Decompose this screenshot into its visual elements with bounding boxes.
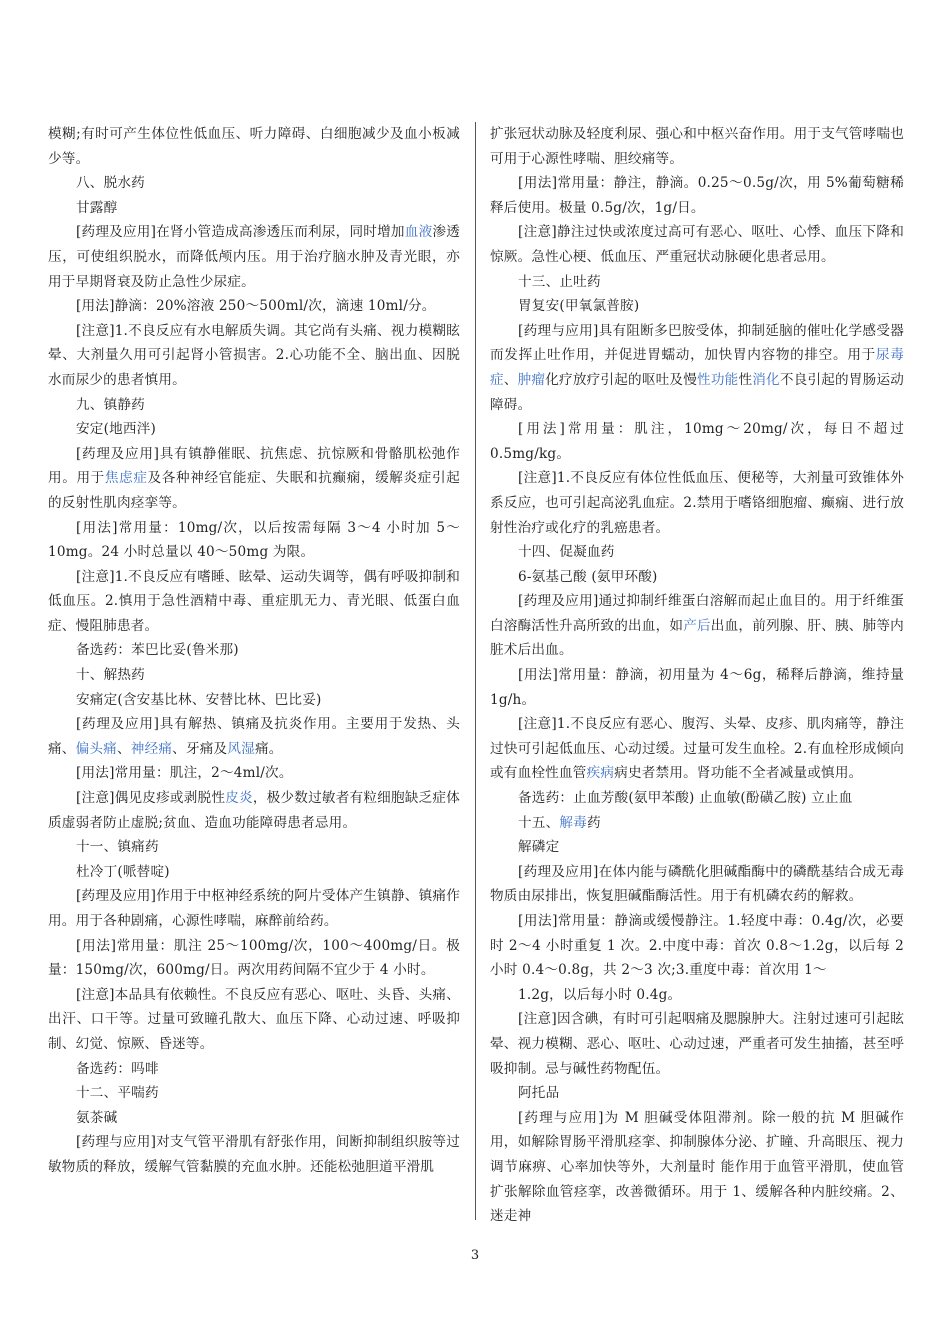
text-segment: ，极少数过敏者有粒细胞缺乏症体质虚弱者防止虚脱;贫血、造血功能障碍患者忌用。 xyxy=(48,790,461,831)
text-segment: [药理及应用]具有镇静催眠、抗焦虑、抗惊厥和骨骼肌松弛作用。用于 xyxy=(48,445,460,487)
text-segment: 、 xyxy=(116,740,131,757)
paragraph: 八、脱水药 xyxy=(76,175,145,192)
paragraph: [注意]因含碘，有时可引起咽痛及腮腺肿大。注射过速可引起眩晕、视力模糊、恶心、呕吐、心动过速，严重者可发生抽搐，甚至呼吸抑制。忌与碱性药物配伍。 xyxy=(490,1011,904,1077)
paragraph: 备选药：吗啡 xyxy=(76,1060,159,1077)
term-link[interactable]: 肿瘤 xyxy=(517,371,546,388)
paragraph: [用法]常用量：静滴或缓慢静注。1.轻度中毒：0.4g/次，必要时 2～4 小时重复 1 次。2.中度中毒：首次 0.8～1.2g，以后每 2 小时 0.4～0.8g，共 2～3 次;3.重度中毒：首次用 1～ xyxy=(490,913,904,979)
text-segment: [药理及应用]具有解热、镇痛及抗炎作用。主要用于发热、头痛、 xyxy=(48,716,460,757)
text-segment: 出血，前列腺、肝、胰、肺等内脏术后出血。 xyxy=(490,617,904,659)
right-column xyxy=(490,122,904,1229)
term-link[interactable]: 神经痛 xyxy=(130,740,173,757)
paragraph: 扩张冠状动脉及轻度利尿、强心和中枢兴奋作用。用于支气管哮喘也可用于心源性哮喘、胆绞痛等。 xyxy=(490,126,904,167)
paragraph: 十、解热药 xyxy=(76,667,145,684)
text-segment: 十五、 xyxy=(518,814,560,831)
text-segment: 化疗放疗引起的呕吐及慢 xyxy=(545,371,698,388)
term-link[interactable]: 风湿 xyxy=(227,740,255,757)
text-segment: [药理及应用]通过抑制纤维蛋白溶解而起止血目的。用于纤维蛋白溶酶活性升高所致的出血，如 xyxy=(490,593,904,634)
paragraph: 氨茶碱 xyxy=(76,1109,118,1126)
paragraph xyxy=(490,319,904,417)
paragraph: [注意]1.不良反应有嗜睡、眩晕、运动失调等，偶有呼吸抑制和低血压。2.慎用于急性酒精中毒、重症肌无力、青光眼、低蛋白血症、慢阻肺患者。 xyxy=(48,568,460,634)
text-segment: 、 xyxy=(503,371,518,388)
paragraph: [用法]常用量：肌注 25～100mg/次，100～400mg/日。极量：150mg/次，600mg/日。两次用药间隔不宜少于 4 小时。 xyxy=(48,937,460,979)
paragraph xyxy=(490,712,904,786)
paragraph xyxy=(48,442,460,516)
term-link[interactable]: 焦虑症 xyxy=(104,470,148,487)
text-segment: 药 xyxy=(586,814,601,831)
text-segment: 、牙痛及 xyxy=(172,740,228,757)
paragraph: 杜冷丁(哌替啶) xyxy=(76,863,170,880)
term-link[interactable]: 皮炎 xyxy=(225,790,253,807)
column-divider xyxy=(475,122,476,1220)
paragraph: [用法]常用量：10mg/次，以后按需每隔 3～4 小时加 5～10mg。24 小时总量以 40～50mg 为限。 xyxy=(48,519,460,561)
term-link[interactable]: 偏头痛 xyxy=(75,740,117,757)
text-segment: 病史者禁用。肾功能不全者减量或慎用。 xyxy=(614,765,863,782)
paragraph: [用法]常用量：静注，静滴。0.25～0.5g/次，用 5%葡萄糖稀释后使用。极量 0.5g/次，1g/日。 xyxy=(490,175,904,216)
text-segment: [药理及应用]在肾小管造成高渗透压而利尿，同时增加 xyxy=(76,224,405,241)
paragraph: 十二、平喘药 xyxy=(76,1085,159,1102)
paragraph: 模糊;有时可产生体位性低血压、听力障碍、白细胞减少及血小板减少等。 xyxy=(48,126,460,167)
paragraph: 十三、止吐药 xyxy=(518,273,601,290)
paragraph: 九、镇静药 xyxy=(76,396,145,413)
term-link[interactable]: 血液 xyxy=(404,224,433,241)
text-segment: 性 xyxy=(738,371,753,388)
paragraph: 解磷定 xyxy=(518,839,560,856)
paragraph xyxy=(48,786,460,835)
paragraph xyxy=(48,220,460,294)
left-column xyxy=(48,122,460,1180)
term-link[interactable]: 消化 xyxy=(752,371,780,388)
text-segment: [药理与应用]具有阻断多巴胺受体，抑制延脑的催吐化学感受器而发挥止吐作用，并促进胃蠕动，加快胃内容物的排空。用于 xyxy=(490,322,904,364)
paragraph: [注意]本品具有依赖性。不良反应有恶心、呕吐、头昏、头痛、出汗、口干等。过量可致瞳孔散大、血压下降、心动过速、呼吸抑制、幻觉、惊厥、昏迷等。 xyxy=(48,986,460,1052)
term-link[interactable]: 尿毒症 xyxy=(490,347,904,388)
paragraph: 胃复安(甲氧氯普胺) xyxy=(518,298,640,315)
paragraph xyxy=(48,712,460,761)
paragraph: 6-氨基己酸 (氨甲环酸) xyxy=(518,568,658,585)
paragraph: [用法]静滴：20%溶液 250～500ml/次，滴速 10ml/分。 xyxy=(76,298,436,315)
text-segment: 不良引起的胃肠运动障碍。 xyxy=(490,371,905,413)
paragraph: 阿托品 xyxy=(518,1085,560,1102)
paragraph: [用法]常用量：肌注，10mg～20mg/次，每日不超过 0.5mg/kg。 xyxy=(490,421,904,462)
term-link[interactable]: 解毒 xyxy=(559,814,587,831)
term-link[interactable]: 疾病 xyxy=(586,765,615,782)
text-segment: 及各种神经官能症、失眠和抗癫痫，缓解炎症引起的反射性肌肉痉挛等。 xyxy=(48,470,460,511)
paragraph: 1.2g，以后每小时 0.4g。 xyxy=(518,986,682,1003)
paragraph xyxy=(490,811,904,836)
term-link[interactable]: 性功能 xyxy=(697,371,739,388)
paragraph: [注意]1.不良反应有水电解质失调。其它尚有头痛、视力模糊眩晕、大剂量久用可引起肾小管损害。2.心功能不全、脑出血、因脱水而尿少的患者慎用。 xyxy=(48,322,460,388)
paragraph: [药理与应用]为 M 胆碱受体阻滞剂。除一般的抗 M 胆碱作用，如解除胃肠平滑肌痉挛、抑制腺体分泌、扩瞳、升高眼压、视力调节麻痹、心率加快等外，大剂量时 能作用于血管平滑肌，使血管扩张解除血管痉挛，改善微循环。用于 1、缓解各种内脏绞痛。2、迷走神 xyxy=(490,1109,904,1225)
paragraph: 十四、促凝血药 xyxy=(518,544,615,561)
paragraph: 十一、镇痛药 xyxy=(76,839,159,856)
paragraph: [注意]1.不良反应有体位性低血压、便秘等，大剂量可致锥体外系反应，也可引起高泌乳血症。2.禁用于嗜铬细胞瘤、癫痫、进行放射性治疗或化疗的乳癌患者。 xyxy=(490,470,904,536)
paragraph: [用法]常用量：肌注，2～4ml/次。 xyxy=(76,765,293,782)
paragraph: [注意]静注过快或浓度过高可有恶心、呕吐、心悸、血压下降和惊厥。急性心梗、低血压、严重冠状动脉硬化患者忌用。 xyxy=(490,224,904,265)
text-segment: 痛。 xyxy=(254,740,283,757)
paragraph: [药理及应用]在体内能与磷酰化胆碱酯酶中的磷酰基结合成无毒物质由尿排出，恢复胆碱酯酶活性。用于有机磷农药的解救。 xyxy=(490,863,904,905)
paragraph: [药理及应用]作用于中枢神经系统的阿片受体产生镇静、镇痛作用。用于各种剧痛，心源性哮喘，麻醉前给药。 xyxy=(48,888,460,929)
paragraph: 安定(地西泮) xyxy=(76,421,156,438)
paragraph xyxy=(490,589,904,663)
paragraph: 备选药：止血芳酸(氨甲苯酸) 止血敏(酚磺乙胺) 立止血 xyxy=(518,790,853,807)
paragraph: [药理与应用]对支气管平滑肌有舒张作用，间断抑制组织胺等过敏物质的释放，缓解气管黏膜的充血水肿。还能松弛胆道平滑肌 xyxy=(48,1134,460,1175)
paragraph: 备选药：苯巴比妥(鲁米那) xyxy=(76,642,239,659)
paragraph: 安痛定(含安基比林、安替比林、巴比妥) xyxy=(76,691,322,708)
text-segment: [注意]1.不良反应有恶心、腹泻、头晕、皮疹、肌肉痛等，静注过快可引起低血压、心动过缓。过量可发生血栓。2.有血栓形成倾向或有血栓性血管 xyxy=(490,716,904,782)
page-number: 3 xyxy=(470,1248,480,1263)
term-link[interactable]: 产后 xyxy=(683,617,711,634)
text-segment: 渗透压，可使组织脱水，而降低颅内压。用于治疗脑水肿及青光眼，亦用于早期肾衰及防止急性少尿症。 xyxy=(48,224,460,290)
paragraph: 甘露醇 xyxy=(76,199,118,216)
text-segment: [注意]偶见皮疹或剥脱性 xyxy=(76,790,226,807)
paragraph: [用法]常用量：静滴，初用量为 4～6g，稀释后静滴，维持量 1g/h。 xyxy=(490,667,904,708)
